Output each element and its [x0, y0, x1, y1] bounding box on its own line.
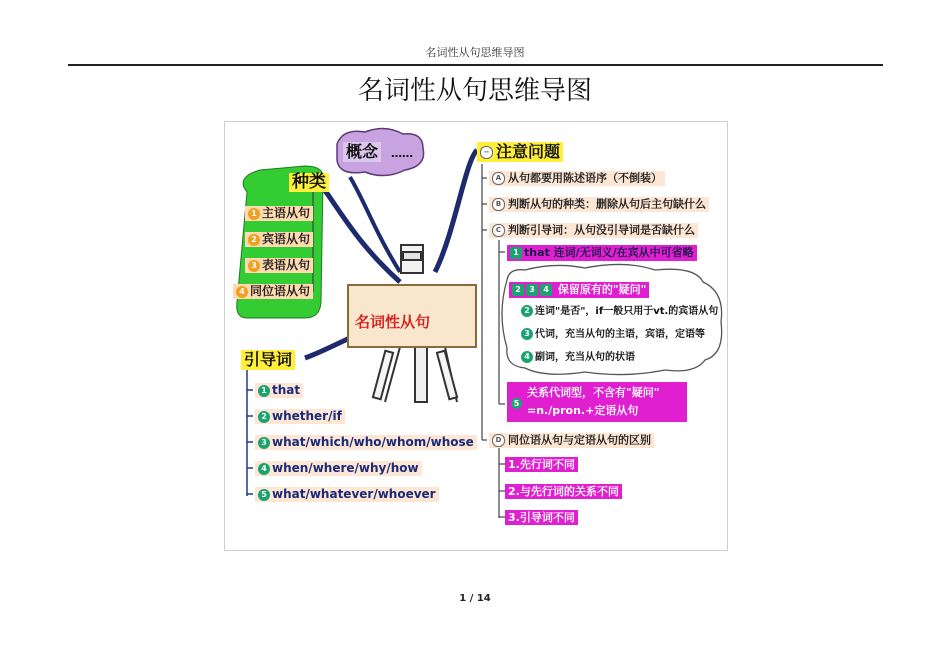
note-c-item-5-num: 5 — [511, 398, 522, 409]
note-d-item: 1.先行词不同 — [505, 457, 578, 472]
center-label: 名词性从句 — [355, 313, 431, 331]
note-a: A 从句都要用陈述语序（不倒装） — [489, 171, 665, 186]
note-c: C 判断引导词：从句没引导词是否缺什么 — [489, 223, 698, 238]
running-header: 名词性从句思维导图 — [425, 46, 525, 59]
mind-map-image — [224, 121, 728, 551]
header-rule — [68, 64, 883, 66]
note-b: B 判断从句的种类：删除从句后主句缺什么 — [489, 197, 709, 212]
notes-label: − 注意问题 — [477, 142, 563, 162]
note-c-item-1: 1 that 连词/无词义/在宾从中可省略 — [507, 245, 697, 261]
note-d: D 同位语从句与定语从句的区别 — [489, 433, 654, 448]
types-label: 种类 — [289, 173, 329, 192]
connectors-item: 5 what/whatever/whoever — [255, 487, 439, 502]
concept-dots: …… — [391, 147, 413, 160]
note-c-item-5-line2: =n./pron.+定语从句 — [527, 404, 639, 417]
cloud-title: 2 3 4 保留原有的"疑问" — [509, 282, 649, 298]
connectors-item: 3 what/which/who/whom/whose — [255, 435, 477, 450]
connectors-item: 1 that — [255, 383, 303, 398]
note-c-item-5-line1: 关系代词型，不含有"疑问" — [527, 386, 660, 399]
branch-notes — [435, 150, 477, 272]
note-d-item: 3.引导词不同 — [505, 510, 578, 525]
page-number: 1 / 14 — [459, 593, 491, 604]
cloud-line: 4 副词，充当从句的状语 — [521, 351, 635, 363]
types-item: 3 表语从句 — [245, 258, 313, 273]
concept-label: 概念 — [343, 142, 381, 162]
page-title: 名词性从句思维导图 — [357, 76, 592, 106]
connectors-label: 引导词 — [241, 350, 295, 370]
connectors-item: 4 when/where/why/how — [255, 461, 422, 476]
notes-tree — [482, 164, 505, 518]
types-item: 1 主语从句 — [245, 206, 313, 221]
notes-icon: − — [480, 146, 493, 159]
cloud-line: 2 连词"是否"，if一般只用于vt.的宾语从句 — [521, 305, 718, 317]
cloud-line: 3 代词，充当从句的主语，宾语，定语等 — [521, 328, 705, 340]
types-item: 4 同位语从句 — [233, 284, 313, 299]
connectors-item: 2 whether/if — [255, 409, 345, 424]
note-d-item: 2.与先行词的关系不同 — [505, 484, 622, 499]
connectors-tree — [247, 370, 253, 496]
types-item: 2 宾语从句 — [245, 232, 313, 247]
